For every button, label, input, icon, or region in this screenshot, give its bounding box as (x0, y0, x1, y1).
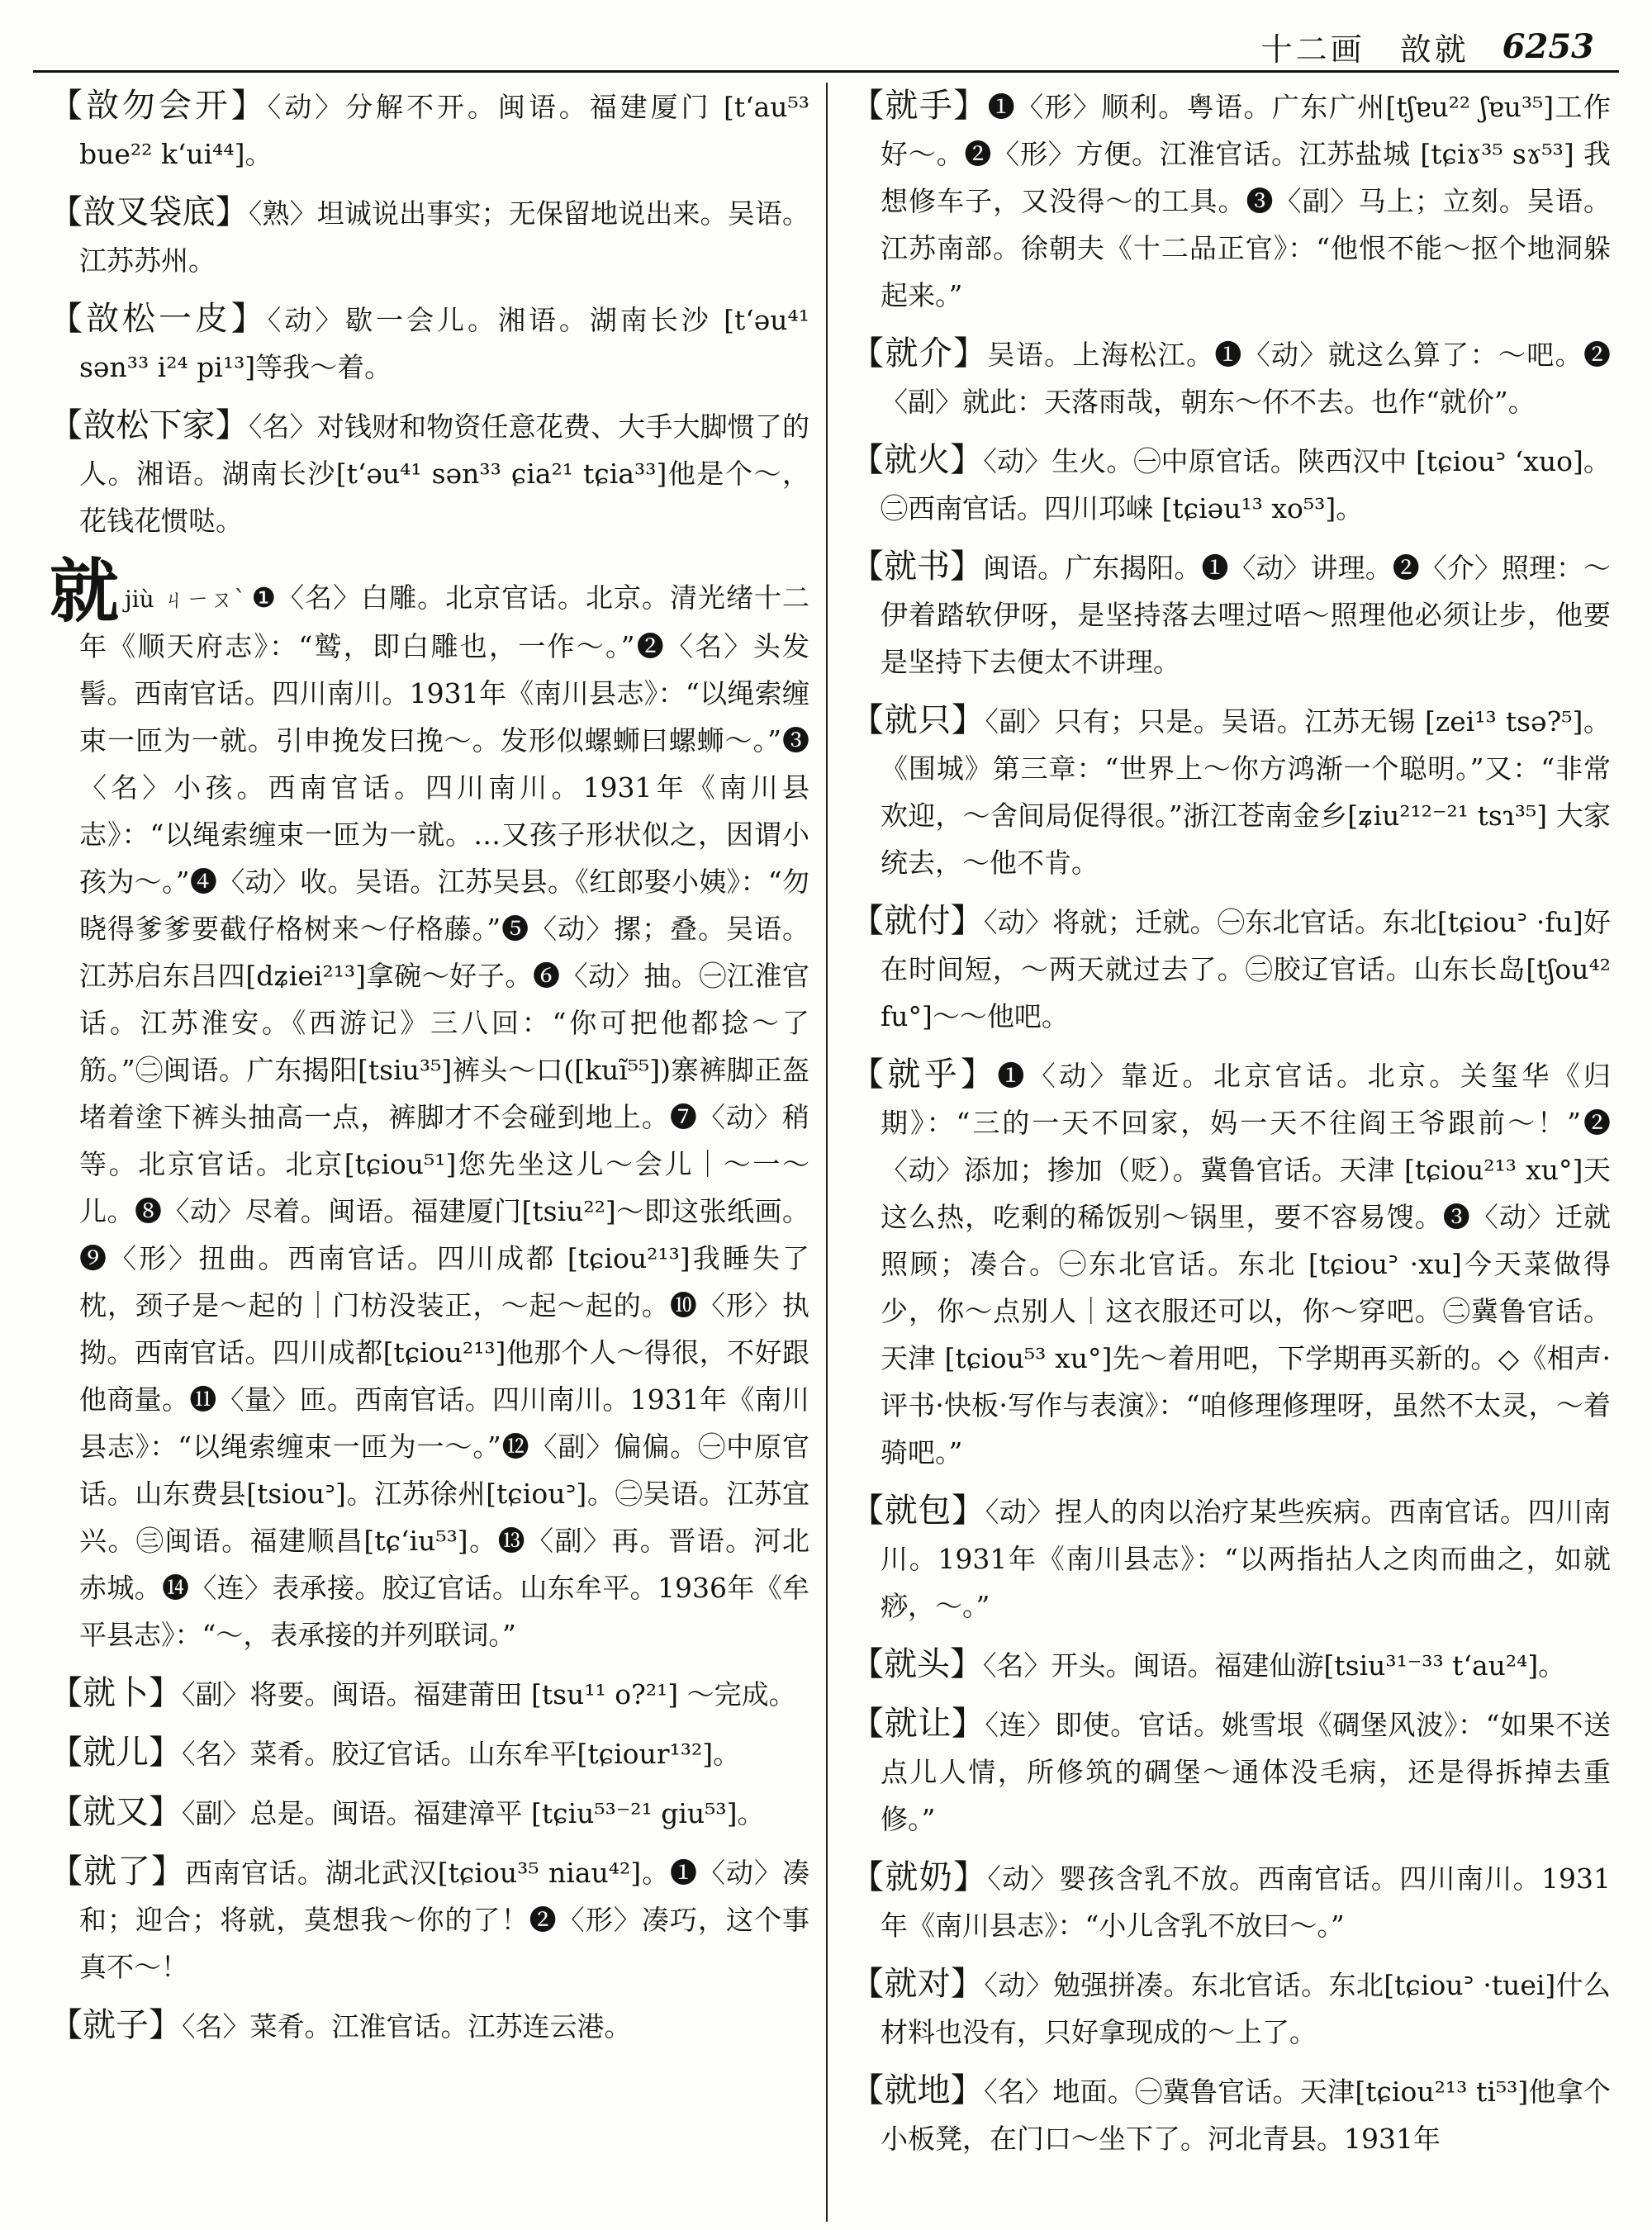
entry-text: 闽语。广东揭阳。❶〈动〉讲理。❷〈介〉照理：～伊着踏软伊呀，是坚持落去哩过唔～照理他必须让步，他要是坚持下去便太不讲理。 (881, 552, 1611, 678)
entry-headword: 【就奶】 (851, 1858, 988, 1896)
entry-text: 〈熟〉坦诚说出事实；无保留地说出来。吴语。江苏苏州。 (79, 197, 809, 277)
entry-text: ❶〈名〉白雕。北京官话。北京。清光绪十二年《顺天府志》：“鹫，即白雕也，一作～。”❷〈名〉头发髻。西南官话。四川南川。1931年《南川县志》：“以绳索缠束一匝为一就。引申挽发曰挽～。发形似螺蛳曰螺蛳～。”❸〈名〉小孩。西南官话。四川南川。1931年《南川县志》：“以绳索缠束一匝为一就。…又孩子形状似之，因谓小孩为～。”❹〈动〉收。吴语。江苏吴县。《红郎娶小姨》：“勿晓得爹爹要截仔格树来～仔格藤。”❺〈动〉摞；叠。吴语。江苏启东吕四[dʑiei²¹³]拿碗～好子。❻〈动〉抽。㊀江淮官话。江苏淮安。《西游记》三八回：“你可把他都捻～了筋。”㊁闽语。广东揭阳[tsiu³⁵]裤头～口([kuĩ⁵⁵])寨裤脚正盔堵着塗下裤头抽高一点，裤脚才不会碰到地上。❼〈动〉稍等。北京官话。北京[tɕiou⁵¹]您先坐这儿～会儿｜～一～儿。❽〈动〉尽着。闽语。福建厦门[tsiu²²]～即这张纸画。❾〈形〉扭曲。西南官话。四川成都 [tɕiou²¹³]我睡失了枕，颈子是～起的｜门枋没装正，～起～起的。❿〈形〉执拗。西南官话。四川成都[tɕiou²¹³]他那个人～得很，不好跟他商量。⓫〈量〉匝。西南官话。四川南川。1931年《南川县志》：“以绳索缠束一匝为一～。”⓬〈副〉偏偏。㊀中原官话。山东费县[tsiouᐣ]。江苏徐州[tɕiouᐣ]。㊁吴语。江苏宜兴。㊂闽语。福建顺昌[tɕʻiu⁵³]。⓭〈副〉再。晋语。河北赤城。⓮〈连〉表承接。胶辽官话。山东牟平。1936年《牟平县志》：“～，表承接的并列联词。” (79, 581, 809, 1651)
dictionary-entry (851, 1051, 1611, 1476)
main-character-entry (50, 550, 809, 1658)
entry-text: 〈连〉即使。官话。姚雪垠《碉堡风波》：“如果不送点儿人情，所修筑的碉堡～通体没毛病，还是得拆掉去重修。” (881, 1709, 1611, 1835)
entry-text: 〈动〉捏人的肉以治疗某些疾病。西南官话。四川南川。1931年《南川县志》：“以两指拈人之肉而曲之，如就痧，～。” (881, 1496, 1611, 1622)
right-column (851, 83, 1611, 2213)
dictionary-entry (851, 83, 1611, 319)
entry-text: 〈名〉地面。㊀冀鲁官话。天津[tɕiou²¹³ ti⁵³]他拿个小板凳，在门口～坐下了。河北青县。1931年 (881, 2076, 1611, 2155)
entry-text: 〈副〉将要。闽语。福建莆田 [tsu¹¹ o?²¹] ～完成。 (182, 1678, 796, 1710)
entry-headword: 【就书】 (851, 548, 984, 586)
entry-headword: 【就了】 (50, 1853, 185, 1891)
entry-text: 〈副〉只有；只是。吴语。江苏无锡 [zei¹³ tsə?⁵]。《围城》第三章：“世界上～你方鸿渐一个聪明。”又：“非常欢迎，～舍间局促得很。”浙江苍南金乡[ʑiu²¹²⁻²¹ tsɿ³⁵] 大家统去，～他不肯。 (881, 705, 1611, 879)
entry-headword: 【就包】 (851, 1492, 985, 1530)
entry-headword: 【就对】 (851, 1965, 985, 2003)
main-headword: 就 (50, 550, 120, 632)
entry-text: 〈名〉菜肴。胶辽官话。山东牟平[tɕiour¹³²]。 (182, 1738, 741, 1770)
entry-headword: 【就子】 (50, 2006, 182, 2044)
entry-headword: 【敨松下家】 (50, 406, 249, 444)
entry-headword: 【就手】 (851, 87, 988, 125)
entry-text: 西南官话。湖北武汉[tɕiou³⁵ niau⁴²]。❶〈动〉凑和；迎合；将就，莫想我～你的了！❷〈形〉凑巧，这个事真不～！ (79, 1857, 809, 1983)
dictionary-entry (50, 296, 809, 391)
dictionary-entry (50, 1729, 809, 1777)
entry-headword: 【就乎】 (851, 1056, 998, 1094)
dictionary-entry (50, 189, 809, 284)
entry-text: 〈名〉菜肴。江淮官话。江苏连云港。 (182, 2010, 632, 2043)
dictionary-entry (50, 1789, 809, 1837)
dictionary-entry (851, 1961, 1611, 2056)
entry-headword: 【就卜】 (50, 1674, 182, 1712)
entry-headword: 【就介】 (851, 334, 988, 372)
entry-text: 〈动〉婴孩含乳不放。西南官话。四川南川。1931年《南川县志》：“小儿含乳不放曰～。” (881, 1862, 1611, 1942)
entry-text: 〈名〉开头。闽语。福建仙游[tsiu³¹⁻³³ tʻau²⁴]。 (983, 1649, 1566, 1682)
entry-headword: 【就火】 (851, 441, 984, 479)
dictionary-entry (851, 1701, 1611, 1843)
dictionary-entry (851, 1854, 1611, 1949)
entry-text: 〈动〉歇一会儿。湘语。湖南长沙 [tʻəu⁴¹ sən³³ i²⁴ pi¹³]等我～着。 (79, 304, 809, 383)
entry-headword: 【敨松一皮】 (50, 300, 268, 338)
dictionary-entry (50, 1670, 809, 1718)
column-divider (826, 83, 828, 2222)
entry-headword: 【就又】 (50, 1793, 182, 1831)
entry-headword: 【就头】 (851, 1645, 983, 1683)
entry-text: 吴语。上海松江。❶〈动〉就这么算了：～吧。❷〈副〉就此：天落雨哉，朝东～伓不去。也作“就价”。 (881, 339, 1611, 418)
dictionary-entry (851, 437, 1611, 532)
dictionary-entry (50, 2002, 809, 2050)
entry-headword: 【敨叉袋底】 (50, 193, 249, 231)
dictionary-entry (50, 1848, 809, 1990)
entry-text: 〈动〉勉强拼凑。东北官话。东北[tɕiouᐣ ·tuei]什么材料也没有，只好拿现成的～上了。 (881, 1969, 1611, 2048)
entry-headword: 【就付】 (851, 902, 985, 940)
entry-headword: 【敨勿会开】 (50, 87, 268, 125)
dictionary-entry (851, 1641, 1611, 1689)
dictionary-entry (50, 402, 809, 544)
page-header (33, 23, 1619, 73)
dictionary-entry (851, 330, 1611, 425)
entry-text: ❶〈动〉靠近。北京官话。北京。关玺华《归期》：“三的一天不回家，妈一天不往阎王爷跟前～！”❷〈动〉添加；掺加（贬）。冀鲁官话。天津 [tɕiou²¹³ xu°]天这么热，吃剩的稀饭别～锅里，要不容易馊。❸〈动〉迁就照顾；凑合。㊀东北官话。东北 [tɕiouᐣ ·xu]今天菜做得少，你～点别人｜这衣服还可以，你～穿吧。㊁冀鲁官话。天津 [tɕiou⁵³ xu°]先～着用吧，下学期再买新的。◇《相声·评书·快板·写作与表演》：“咱修理修理呀，虽然不太灵，～着骑吧。” (881, 1060, 1611, 1468)
page-number: 6253 (1502, 27, 1594, 66)
dictionary-entry (50, 83, 809, 178)
header-title: 十二画 敨就 (1260, 31, 1469, 68)
pinyin: jiù ㄐㄧㄡˋ (125, 586, 247, 613)
entry-headword: 【就只】 (851, 701, 985, 739)
entry-headword: 【就让】 (851, 1705, 985, 1743)
dictionary-entry (851, 2067, 1611, 2162)
dictionary-entry (851, 1487, 1611, 1630)
entry-text: ❶〈形〉顺利。粤语。广东广州[tʃɐu²² ʃɐu³⁵]工作好～。❷〈形〉方便。江淮官话。江苏盐城 [tɕiɤ³⁵ sɤ⁵³] 我想修车子，又没得～的工具。❸〈副〉马上；立刻。吴语。江苏南部。徐朝夫《十二品正官》：“他恨不能～抠个地洞躲起来。” (881, 91, 1611, 311)
left-column (50, 83, 809, 2213)
entry-text: 〈副〉总是。闽语。福建漳平 [tɕiu⁵³⁻²¹ giu⁵³]。 (182, 1797, 765, 1829)
entry-text: 〈动〉生火。㊀中原官话。陕西汉中 [tɕiouᐣ ʻxuo]。㊁西南官话。四川邛崃 [tɕiəu¹³ xo⁵³]。 (881, 445, 1611, 524)
dictionary-entry (851, 543, 1611, 686)
dictionary-entry (851, 898, 1611, 1040)
entry-text: 〈动〉将就；迁就。㊀东北官话。东北[tɕiouᐣ ·fu]好在时间短，～两天就过去了。㊁胶辽官话。山东长岛[tʃou⁴² fu°]～～他吧。 (881, 906, 1611, 1032)
dictionary-entry (851, 697, 1611, 886)
entry-headword: 【就儿】 (50, 1734, 182, 1772)
entry-headword: 【就地】 (851, 2071, 985, 2109)
entry-text: 〈动〉分解不开。闽语。福建厦门 [tʻau⁵³ bue²² kʻui⁴⁴]。 (79, 91, 809, 170)
entry-text: 〈名〉对钱财和物资任意花费、大手大脚惯了的人。湘语。湖南长沙[tʻəu⁴¹ sən³³ ɕia²¹ tɕia³³]他是个～，花钱花惯哒。 (79, 410, 809, 537)
